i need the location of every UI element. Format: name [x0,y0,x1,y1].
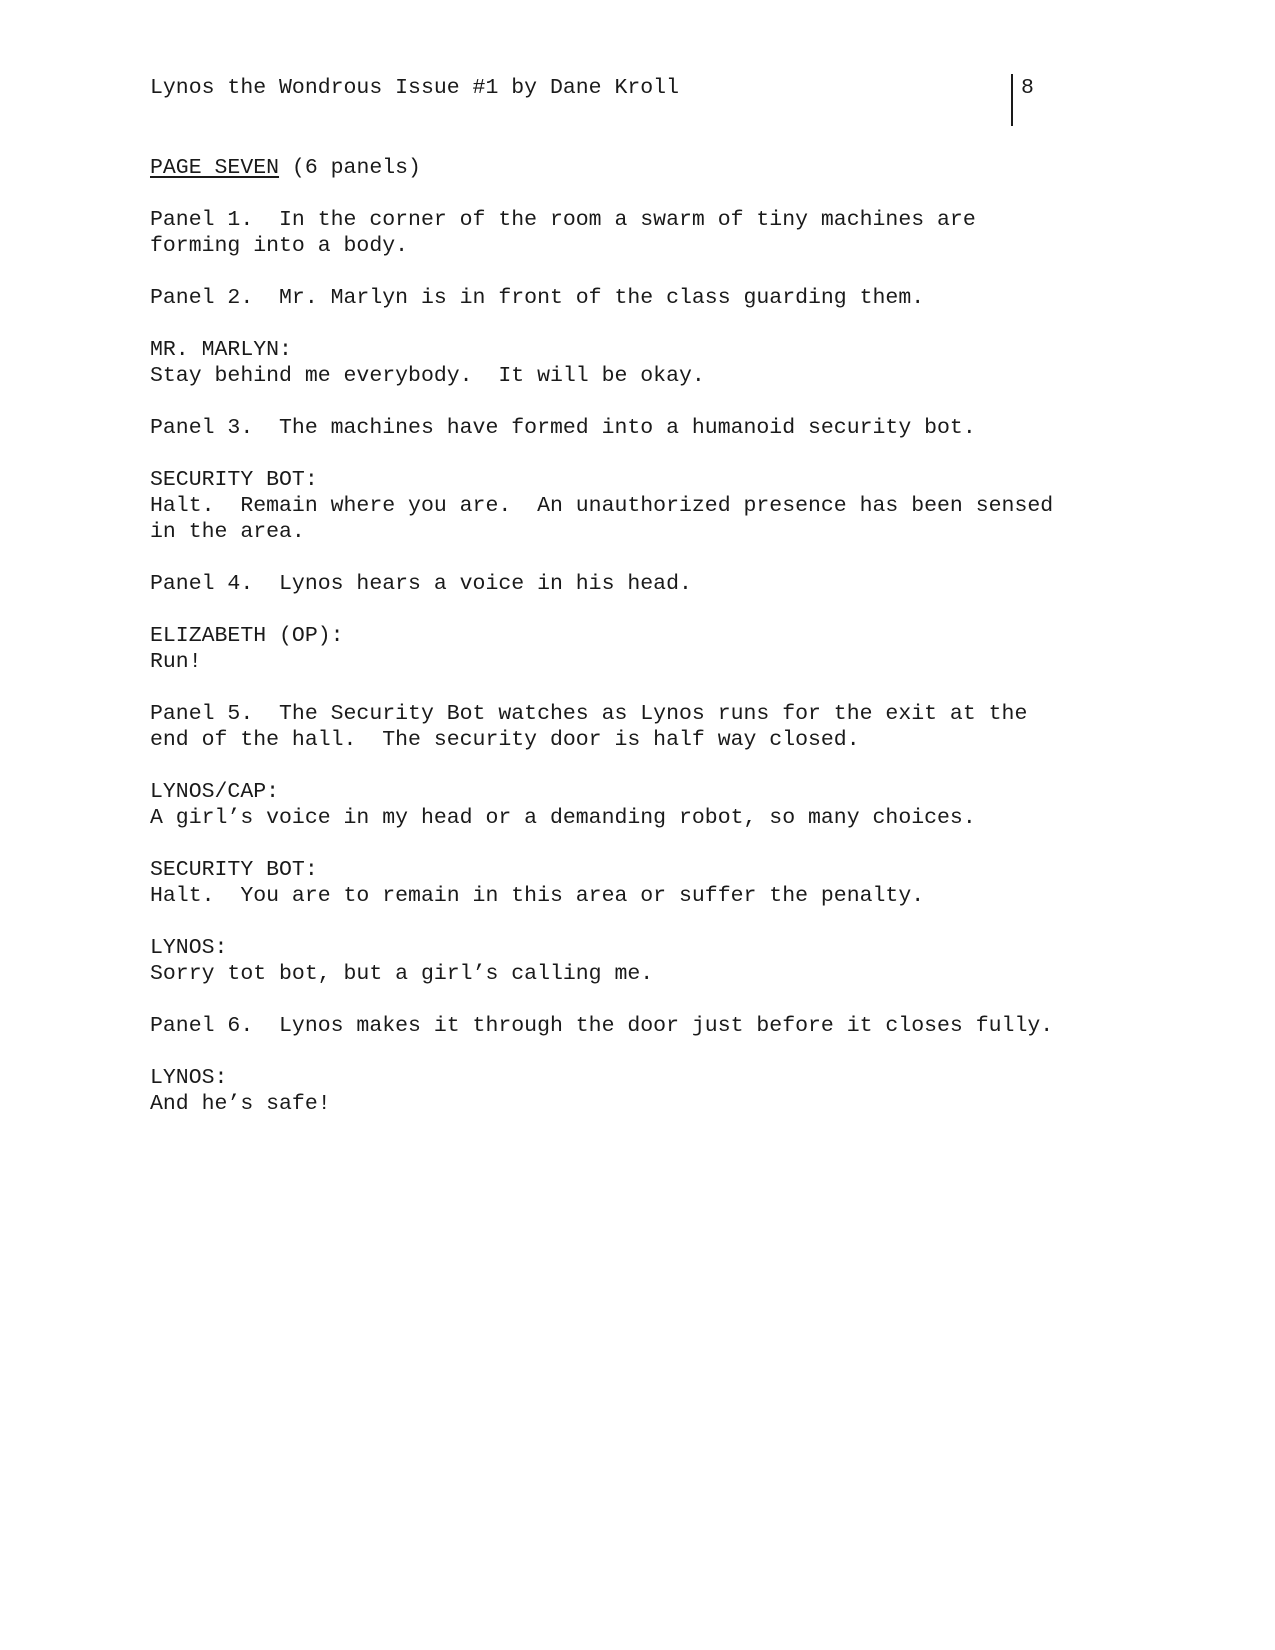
dialogue-block [150,337,1150,389]
speaker-name: SECURITY BOT: [150,468,318,492]
header-divider [1011,74,1013,126]
panel-description: Panel 2. Mr. Marlyn is in front of the class guarding them. [150,286,925,310]
dialogue-block [150,857,1150,909]
panel-description: Panel 3. The machines have formed into a humanoid security bot. [150,416,976,440]
dialogue-line: Halt. You are to remain in this area or suffer the penalty. [150,884,925,908]
panel-description: Panel 1. In the corner of the room a swarm of tiny machines are forming into a body. [150,208,976,258]
speaker-name: ELIZABETH (OP): [150,624,344,648]
page-heading [150,155,1150,181]
speaker-name: LYNOS: [150,936,228,960]
page-heading-note: (6 panels) [279,156,421,180]
page-heading-title: PAGE SEVEN [150,156,280,180]
page-number: 8 [1021,76,1034,100]
script-body [150,155,1150,1143]
panel-description: Panel 5. The Security Bot watches as Lynos runs for the exit at the end of the hall. The security door is half way closed. [150,702,1028,752]
dialogue-line: And he’s safe! [150,1092,331,1116]
dialogue-block [150,467,1150,545]
dialogue-block [150,1065,1150,1117]
speaker-name: LYNOS/CAP: [150,780,280,804]
speaker-name: MR. MARLYN: [150,338,292,362]
dialogue-line: Halt. Remain where you are. An unauthorized presence has been sensed in the area. [150,494,1054,544]
dialogue-block [150,779,1150,831]
dialogue-line: A girl’s voice in my head or a demanding robot, so many choices. [150,806,976,830]
dialogue-block [150,623,1150,675]
dialogue-block [150,935,1150,987]
document-header-title: Lynos the Wondrous Issue #1 by Dane Kroll [150,76,679,100]
panel-description: Panel 4. Lynos hears a voice in his head. [150,572,692,596]
panel-description: Panel 6. Lynos makes it through the door just before it closes fully. [150,1014,1054,1038]
dialogue-line: Run! [150,650,202,674]
dialogue-line: Stay behind me everybody. It will be okay. [150,364,705,388]
speaker-name: SECURITY BOT: [150,858,318,882]
dialogue-line: Sorry tot bot, but a girl’s calling me. [150,962,654,986]
speaker-name: LYNOS: [150,1066,228,1090]
